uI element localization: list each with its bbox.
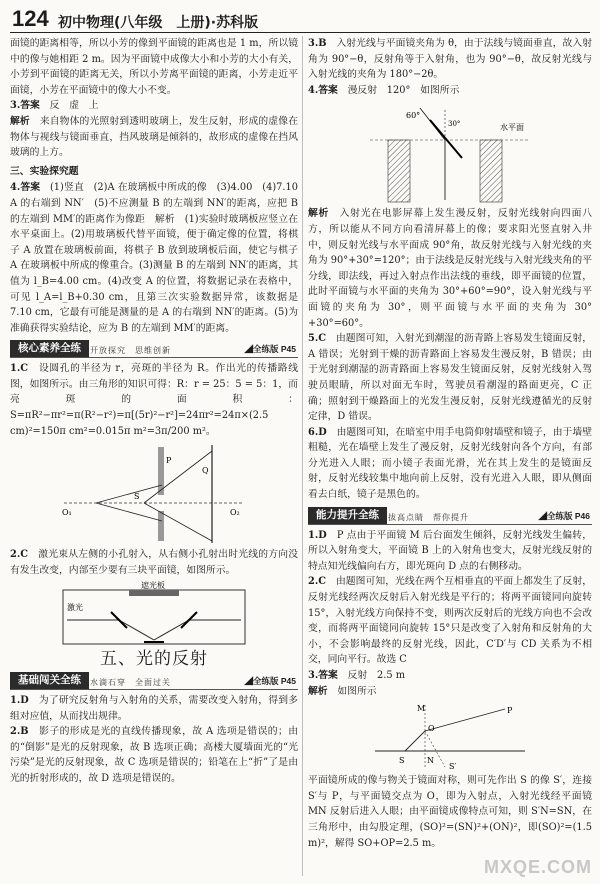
q4r-explanation xyxy=(308,206,592,331)
q1c-text: 设圆孔的半径为 r，亮斑的半径为 R。作出光的传播路线图，如图所示。由三角形的知识可得：R：r = 25：5 = 5：1，而亮斑的面积：S=πR²−πr²=π(R²−r²)=π[(5r)²−r²]=24πr²=24π×(2.5 cm)²=150π cm²=0.015π m²=3π/200 m²。 xyxy=(10,363,298,437)
q2c-label: 2.C xyxy=(10,549,29,561)
question-3-right xyxy=(308,668,592,684)
q4-label: 4.答案 xyxy=(10,182,41,194)
question-1d-right xyxy=(308,528,592,575)
q2b-label: 2.B xyxy=(10,726,29,738)
section-heading-3: 三、实验探究题 xyxy=(10,165,79,177)
banner-core-sub: 开放探究 思维创新 xyxy=(90,346,171,356)
q3b-text: 入射光线与平面镜夹角为 θ，由于法线与镜面垂直，故入射角为 90°−θ，反射角等于入射角，也为 90°−θ，故反射光线与入射光线的夹角为 180°−2θ。 xyxy=(308,38,592,81)
q4r-text: 漫反射 120° 如图所示 xyxy=(347,84,460,96)
q2cr-text: 由题图可知，光线在两个互相垂直的平面上都发生了反射，反射光线经两次反射后入射光线是平行的；将两平面镜同向旋转 15°，入射光线方向保持不变，则两次反射后的光线方向也不会改变，而将两平面镜同向旋转 15°只是改变了入射角和反射角的大小，不会影响最终的反射光线，因此，C′D′与 CD 关系为不相交，同向平行。故选 C xyxy=(308,576,593,666)
q2b-text: 影子的形成是光的直线传播现象，故 A 选项是错误的；由的“倒影”是光的反射现象，故 B 选项正确；高楼大厦墙面光的“光污染”是光的反射现象，故 C 选项是错误的；铅笔在上“折”了是由光的折射形成的，故 D 选项是错误的。 xyxy=(10,726,299,784)
q3-explanation xyxy=(10,114,298,161)
q1c-label: 1.C xyxy=(10,363,29,375)
continued-paragraph: 面镜的距离相等，所以小芳的像到平面镜的距离也是 1 m，所以镜中的像与她相距 2 m。因为平面镜中成像大小和小芳的大小有关，小芳到平面镜的距离无关，所以小芳离平面镜的距离，小芳走近平面镜，小芳在平面镜中的像大小不变。 xyxy=(10,38,298,96)
fig1-label-s: S xyxy=(134,492,140,502)
q4r-exp-text: 入射光在电影屏幕上发生漫反射，反射光线射向四面八方，所以能从不同方向看清屏幕上的像；要求阳光竖直射入井中，则反射光线与水平面成 90°角，故反射光线与入射光线的夹角为 90°+30°=120°；由于法线是反射光线与入射光线夹角的平分线，即法线，再过入射点作出法线的垂线，即平面镜的位置，此时平面镜与水平面的夹角为 30°+60°=90°，设入射光线与平面镜的夹角为 30°，则平面镜与水平面的夹角为 30°+30°=60°。 xyxy=(308,208,593,329)
question-4-right xyxy=(308,83,592,99)
banner-basic-sub: 水滴石穿 全面过关 xyxy=(90,678,171,688)
banner-basic-name: 基础闯关全练 xyxy=(10,672,89,689)
banner-basic-ref: ◢全练版 P45 xyxy=(244,676,296,687)
question-1c xyxy=(10,361,298,439)
fig3-a-label: 30° xyxy=(448,120,461,129)
fig3-ground-label: 水平面 xyxy=(500,123,524,133)
question-1d xyxy=(10,693,298,724)
q1d-text: 为了研究反射角与入射角的关系，需要改变入射角，得到多组对应值，从而找出规律。 xyxy=(10,695,299,722)
q1d-label: 1.D xyxy=(10,695,29,707)
watermark: MXQE.COM xyxy=(483,857,592,877)
q3-label: 3.答案 xyxy=(10,100,40,112)
q2c-text: 激光束从左侧的小孔射入，从右侧小孔射出时光线的方向没有发生改变，内部至少要有三块平面镜，如图所示。 xyxy=(10,549,299,576)
column-divider xyxy=(302,36,303,876)
periscope-figure xyxy=(59,580,249,648)
q2cr-label: 2.C xyxy=(308,576,327,588)
banner-ability xyxy=(308,507,592,525)
q6d-text: 由题图可知，在暗室中用手电筒仰射墙壁和镜子，由于墙壁粗糙，光在墙壁上发生了漫反射，反射光线射向各个方向，有部分光进入人眼；而小镜子表面光滑，光在其上发生的是镜面反射，反射光线较集中地向前上反射，没有光进入人眼，即从侧面看去白纸，镜子是黑色的。 xyxy=(308,426,593,501)
q3b-label: 3.B xyxy=(308,38,327,49)
q3-answer: 反 虚 上 xyxy=(49,100,99,112)
question-2b xyxy=(10,724,298,786)
light-path-figure xyxy=(54,441,254,545)
banner-ability-name: 能力提升全练 xyxy=(308,507,387,524)
left-column xyxy=(10,36,308,787)
fig4-label-o: O xyxy=(428,724,435,734)
final-paragraph: 平面镜所成的像与物关于镜面对称，则可先作出 S 的像 S′，连接 S′与 P，与平面镜交点为 O，即为入射点，入射光线经平面镜 MN 反射后进入人眼；由平面镜成像特点可知，则 S′N=SN，在三角形中，由勾股定理，(SO)²=(SN)²+(ON)²，即(SO)²=(1.5 m)²，解得 SO+OP=2.5 m。 xyxy=(308,775,592,849)
question-2c xyxy=(10,547,298,578)
fig1-label-o2: O₂ xyxy=(230,508,240,518)
banner-ability-ref: ◢全练版 P46 xyxy=(538,510,590,521)
question-3b xyxy=(308,36,592,83)
fig2-top-label: 遮光板 xyxy=(141,581,165,591)
fig1-label-p: P xyxy=(166,456,172,466)
q1dr-label: 1.D xyxy=(308,529,327,541)
question-3 xyxy=(10,98,298,114)
right-column xyxy=(308,36,592,851)
banner-ability-sub: 拔高点睛 帮你提升 xyxy=(388,512,469,522)
question-6d xyxy=(308,425,592,503)
question-4 xyxy=(10,180,308,336)
q3-exp-label: 解析 xyxy=(10,115,30,127)
mirror-image-figure xyxy=(365,701,535,771)
q1dr-text: P 点由于平面镜 M 后台面发生倾斜，反射光线发生偏转，所以入射角变大，平面镜 B 上的入射角也变大，反射光线反射的特点知光线偏向右方，即光斑向 D 点的右侧移动。 xyxy=(308,529,592,572)
fig4-label-m: M xyxy=(417,704,426,714)
fig3-angle-label: 60° xyxy=(406,111,421,121)
q3r-answer: 反射 2.5 m xyxy=(347,670,405,681)
well-reflection-figure xyxy=(350,100,550,204)
fig4-label-p: P xyxy=(507,706,513,716)
q3r-exp-label: 解析 xyxy=(308,685,328,697)
q6d-label: 6.D xyxy=(308,426,327,438)
question-2c-right xyxy=(308,574,592,668)
q3-exp-text: 来自物体的光照射到透明玻璃上，发生反射，形成的虚像在物体与视线与镜面垂直，挡风玻璃是倾斜的，故形成的虚像在挡风玻璃的上方。 xyxy=(10,115,299,159)
q3r-exp-text: 如图所示 xyxy=(337,685,377,697)
banner-core-ref: ◢全练版 P45 xyxy=(244,344,296,355)
page-number: 124 xyxy=(12,6,49,31)
q4-text: (1)竖直 (2)A 在玻璃板中所成的像 (3)4.00 (4)7.10 A 的右端到 NN′ (5)不应测量 B 的左端到 NN′的距离，应把 B 的左端到 MM′的距离作为像距 解析 (1)实验时玻璃板应竖立在水平桌面上。(2)用玻璃板代替平面镜，便于确定像的位置，将棋子 A 放置在玻璃板前面，将棋子 B 放到玻璃板后面，使它与棋子 A 在玻璃板中所成的像重合。(3)测量 B 的左端到 NN′的距离，其值为 l_B=4.00 cm。(4)改变 A 的位置，将数据记录在表格中，可见 l_A=l_B+0.30 cm，且第三次实验数据异常，该数据是 7.10 cm，它最有可能是测量的是 A 的右端到 NN′的距离。(5)为准确获得实验结论，应为 B 的左端到 MM′的距离。 xyxy=(10,182,308,334)
question-5c xyxy=(308,331,592,425)
q5c-text: 由题图可知，入射光到潮湿的沥青路上容易发生镜面反射，A 错误；光射到干燥的沥青路面上容易发生漫反射，B 错误；由于光射到潮湿的沥青路面上容易发生镜面反射，反射光线射入驾驶员眼睛，所以对面无车时，驾驶员看潮湿的路面更亮，C 正确；照射到干燥路面上的光发生漫反射，反射光线遵循光的反射定律，D 错误。 xyxy=(308,333,593,423)
q4r-exp-label: 解析 xyxy=(308,208,330,220)
book-title: 初中物理(八年级 上册)·苏科版 xyxy=(58,15,259,31)
fig1-label-q: Q xyxy=(202,466,209,476)
q4r-label: 4.答案 xyxy=(308,84,338,96)
banner-core xyxy=(10,340,298,358)
fig4-label-s-prime: S′ xyxy=(449,762,457,772)
banner-core-name: 核心素养全练 xyxy=(10,340,89,357)
section-title-5: 五、光的反射 xyxy=(100,649,208,670)
fig4-label-s: S xyxy=(399,756,405,766)
page-header xyxy=(10,6,590,33)
q3r-label: 3.答案 xyxy=(308,670,338,681)
fig2-left-label: 激光 xyxy=(67,603,83,613)
banner-basic xyxy=(10,672,298,690)
fig4-label-n: N xyxy=(427,756,434,766)
fig1-label-o1: O₁ xyxy=(62,508,72,518)
q5c-label: 5.C xyxy=(308,333,327,345)
q3r-explanation xyxy=(308,684,592,700)
